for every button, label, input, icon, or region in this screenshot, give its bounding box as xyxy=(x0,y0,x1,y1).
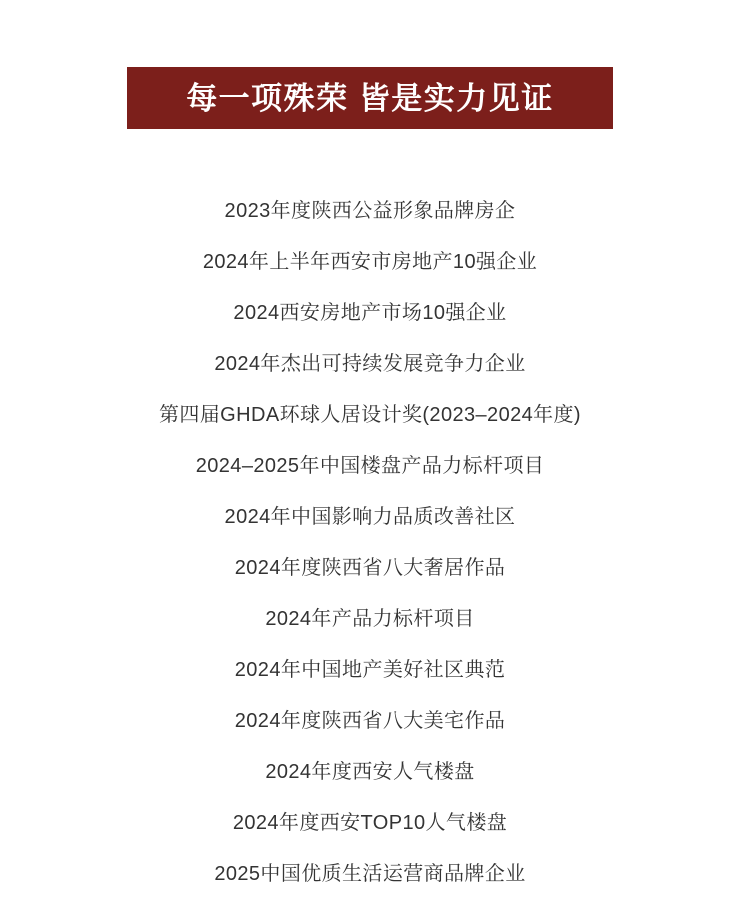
list-item: 2024年产品力标杆项目 xyxy=(265,607,475,630)
list-item: 2023年度陕西公益形象品牌房企 xyxy=(224,199,516,222)
list-item: 2024西安房地产市场10强企业 xyxy=(233,301,507,324)
list-item: 2024年中国地产美好社区典范 xyxy=(234,658,506,681)
list-item: 2024年中国影响力品质改善社区 xyxy=(224,505,516,528)
award-list xyxy=(0,185,740,899)
list-item: 2024年杰出可持续发展竞争力企业 xyxy=(214,352,526,375)
list-item: 2025中国优质生活运营商品牌企业 xyxy=(214,862,526,885)
list-item: 2024年上半年西安市房地产10强企业 xyxy=(202,250,538,273)
list-item: 2024–2025年中国楼盘产品力标杆项目 xyxy=(195,454,545,477)
list-item: 2024年度西安人气楼盘 xyxy=(265,760,475,783)
title-banner xyxy=(127,67,613,129)
list-item: 2024年度陕西省八大奢居作品 xyxy=(234,556,506,579)
list-item: 2024年度陕西省八大美宅作品 xyxy=(234,709,506,732)
page-title: 每一项殊荣 皆是实力见证 xyxy=(186,80,554,116)
list-item: 2024年度西安TOP10人气楼盘 xyxy=(232,811,508,834)
list-item: 第四届GHDA环球人居设计奖(2023–2024年度) xyxy=(158,403,581,426)
